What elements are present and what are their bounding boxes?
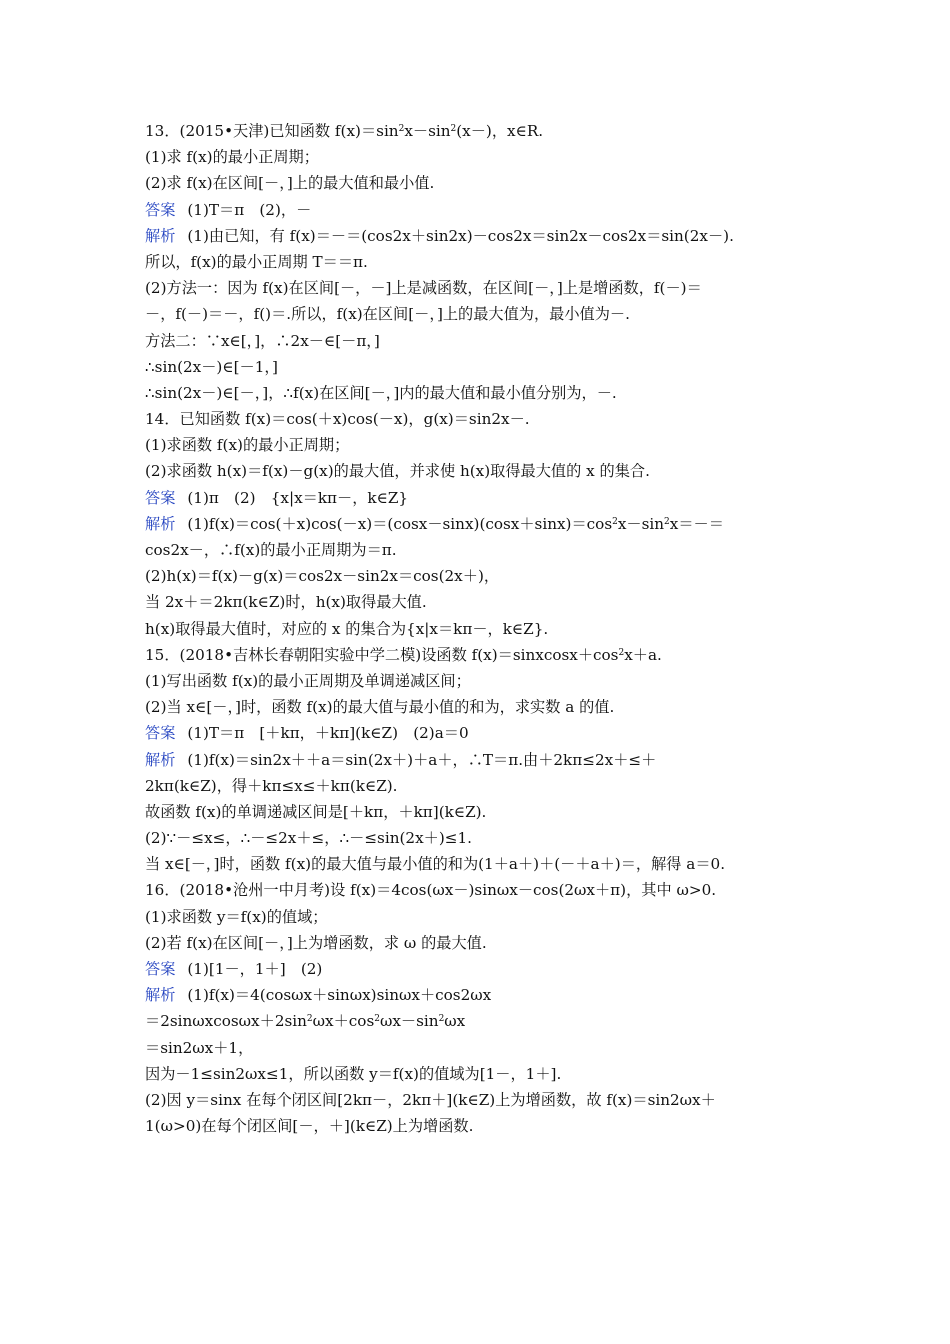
document-page (145, 118, 815, 1139)
q15-stem: 15．(2018•吉林长春朝阳实验中学二模)设函数 $f(x)=sinxcosx+\cos^2x+a$. (145, 645, 662, 664)
answer-label: 答案 (145, 724, 176, 743)
q14-solution-4: 当 2x＋＝2kπ(k∈Z)时，h(x)取得最大值. (145, 593, 427, 612)
q14-solution-3: (2)h(x)＝f(x)－g(x)＝cos2x－sin2x＝cos(2x＋)， (145, 567, 500, 586)
q16-solution-5: (2)因 y＝sinx 在每个闭区间[2kπ－，2kπ＋](k∈Z)上为增函数，故 f(x)＝sin2ωx＋ (145, 1090, 716, 1109)
q16-part2: (2)若 f(x)在区间[－，]上为增函数，求 ω 的最大值. (145, 933, 487, 952)
q16-solution-4: 因为－1≤sin2ωx≤1，所以函数 y＝f(x)的值域为[1－，1＋]. (145, 1064, 562, 1083)
q14-part1: (1)求函数 f(x)的最小正周期； (145, 436, 350, 455)
solution-label: 解析 (145, 986, 176, 1005)
q15-solution-2: 2kπ(k∈Z)，得＋kπ≤x≤＋kπ(k∈Z). (145, 776, 398, 795)
q13-stem: 13．(2015•天津)已知函数 $f(x)=\sin^2x-\sin^2(x-)$，x∈R. (145, 122, 544, 140)
q16-answer: 答案 (1)[1－，1＋] (2) (145, 960, 323, 978)
q13-solution-1: 解析 (1)由已知，有 f(x)＝－＝(cos2x＋sin2x)－cos2x＝sin2x－cos2x＝sin(2x－). (145, 226, 734, 245)
answer-label: 答案 (145, 960, 176, 978)
q16-solution-3: ＝sin2ωx＋1， (145, 1038, 254, 1057)
answer-label: 答案 (145, 200, 176, 219)
q13-solution-2: 所以，f(x)的最小正周期 T＝＝π. (145, 252, 368, 271)
q13-solution-6: ∴sin(2x－)∈[－1，] (145, 357, 278, 376)
solution-label: 解析 (145, 514, 176, 533)
q15-solution-3: 故函数 f(x)的单调递减区间是[＋kπ，＋kπ](k∈Z). (145, 802, 487, 821)
q16-solution-2: $=2\sin\omega xcos\omega x+2\sin^2\omega x+\cos^2\omega x-\sin^2\omega x$ (145, 1012, 466, 1031)
q14-solution-2: cos2x－，∴f(x)的最小正周期为＝π. (145, 541, 397, 559)
q16-solution-1: 解析 (1)f(x)＝4(cosωx＋sinωx)sinωx＋cos2ωx (145, 986, 492, 1005)
q16-solution-6: 1(ω>0)在每个闭区间[－，＋](k∈Z)上为增函数. (145, 1117, 474, 1136)
q13-solution-4: －，f(－)＝－，f()＝.所以，f(x)在区间[－，]上的最大值为，最小值为－. (145, 305, 630, 324)
q14-answer: 答案 (1)π (2) {x|x＝kπ－，k∈Z} (145, 488, 409, 507)
q13-solution-5: 方法二：∵x∈[，]，∴2x－∈[－π，] (145, 331, 380, 350)
q14-part2: (2)求函数 h(x)＝f(x)－g(x)的最大值，并求使 h(x)取得最大值的 x 的集合. (145, 462, 650, 481)
q14-stem: 14．已知函数 f(x)＝cos(＋x)cos(－x)，g(x)＝sin2x－. (145, 410, 530, 429)
q16-part1: (1)求函数 y＝f(x)的值域； (145, 907, 328, 926)
q15-solution-4: (2)∵－≤x≤，∴－≤2x＋≤，∴－≤sin(2x＋)≤1. (145, 829, 472, 848)
q13-part1: (1)求 f(x)的最小正周期； (145, 148, 319, 167)
solution-label: 解析 (145, 750, 176, 769)
solution-label: 解析 (145, 226, 176, 245)
q13-part2: (2)求 f(x)在区间[－，]上的最大值和最小值. (145, 174, 435, 193)
q15-part1: (1)写出函数 f(x)的最小正周期及单调递减区间； (145, 671, 471, 690)
answer-label: 答案 (145, 488, 176, 507)
q13-solution-7: ∴sin(2x－)∈[－，]，∴f(x)在区间[－，]内的最大值和最小值分别为，－. (145, 383, 617, 402)
q14-solution-5: h(x)取得最大值时，对应的 x 的集合为{x|x＝kπ－，k∈Z}. (145, 619, 549, 638)
q14-solution-1: 解析 $(1)f(x)=\cos(+x)\cos(-x)=(\cos x-\sin x)(\cos x+\sin x)=\cos^2x-\sin^2x=-=$ (145, 514, 724, 533)
q15-answer: 答案 (1)T＝π [＋kπ，＋kπ](k∈Z) (2)a＝0 (145, 724, 469, 743)
q15-solution-1: 解析 (1)f(x)＝sin2x＋＋a＝sin(2x＋)＋a＋，∴T＝π.由＋2kπ≤2x＋≤＋ (145, 750, 657, 769)
q13-solution-3: (2)方法一：因为 f(x)在区间[－，－]上是减函数，在区间[－，]上是增函数，f(－)＝ (145, 279, 702, 298)
q13-answer: 答案 (1)T＝π (2)，－ (145, 200, 312, 219)
q15-solution-5: 当 x∈[－，]时，函数 f(x)的最大值与最小值的和为(1＋a＋)＋(－＋a＋)＝，解得 a＝0. (145, 855, 726, 874)
q15-part2: (2)当 x∈[－，]时，函数 f(x)的最大值与最小值的和为，求实数 a 的值. (145, 698, 615, 717)
q16-stem: 16．(2018•沧州一中月考)设 f(x)＝4cos(ωx－)sinωx－cos(2ωx＋π)，其中 ω>0. (145, 881, 717, 900)
